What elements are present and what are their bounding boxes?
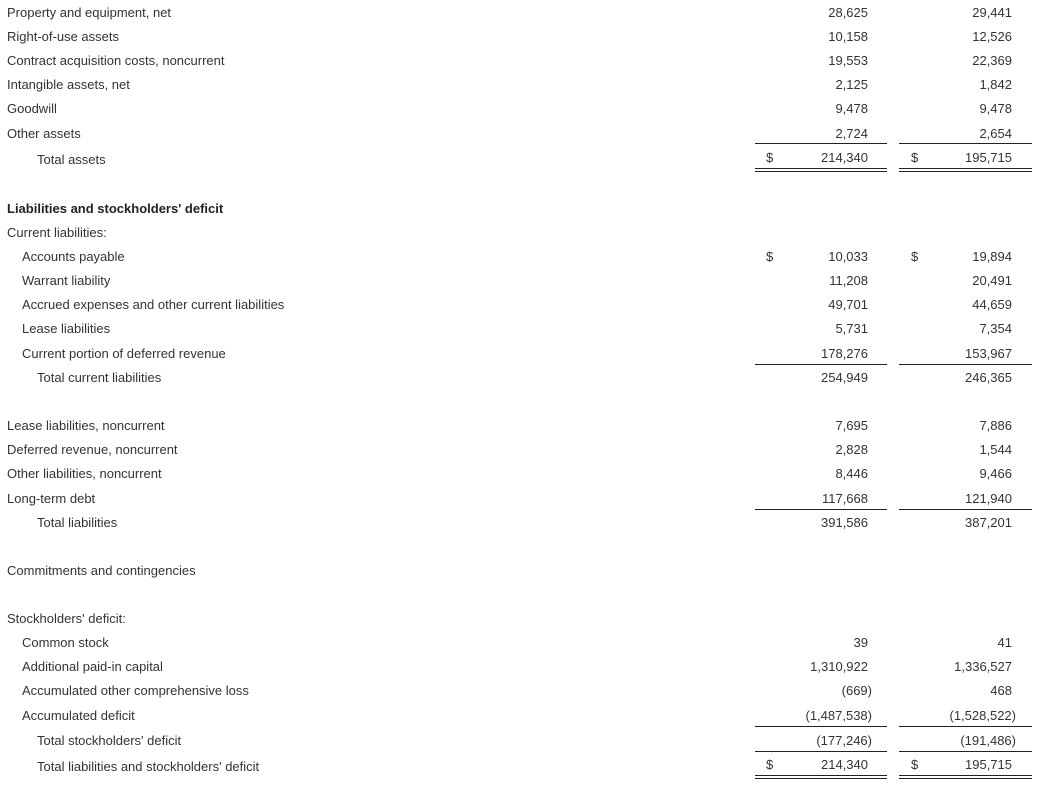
value-prior-year: 22,369 (972, 53, 1012, 68)
value-prior-year: 195,715 (965, 757, 1012, 772)
row-rou-assets (0, 27, 1044, 47)
row-intangible-assets (0, 75, 1044, 95)
value-prior-year: 9,466 (979, 466, 1012, 481)
total-double-rule (755, 775, 887, 779)
row-total-assets (0, 148, 1044, 168)
subtotal-rule (755, 751, 887, 752)
currency-symbol: $ (766, 249, 774, 264)
value-current-year: (669) (841, 683, 872, 698)
value-current-year: 391,586 (821, 515, 868, 530)
row-current-liabilities-heading (0, 223, 1044, 243)
subsection-heading: Current liabilities: (7, 225, 107, 240)
value-current-year: 1,310,922 (810, 659, 868, 674)
value-prior-year: 246,365 (965, 370, 1012, 385)
value-prior-year: 7,354 (979, 321, 1012, 336)
row-label: Long-term debt (7, 491, 96, 506)
subtotal-rule (755, 726, 887, 727)
value-prior-year: 44,659 (972, 297, 1012, 312)
row-label: Total assets (37, 152, 106, 167)
value-prior-year: 387,201 (965, 515, 1012, 530)
row-property-equipment (0, 3, 1044, 23)
value-prior-year: 9,478 (979, 101, 1012, 116)
row-equity-heading (0, 609, 1044, 629)
row-apic (0, 657, 1044, 677)
row-label: Accumulated other comprehensive loss (22, 683, 249, 698)
value-current-year: 254,949 (821, 370, 868, 385)
row-label: Contract acquisition costs, noncurrent (7, 53, 225, 68)
currency-symbol: $ (911, 757, 919, 772)
value-current-year: 178,276 (821, 346, 868, 361)
row-label: Deferred revenue, noncurrent (7, 442, 178, 457)
subsection-heading: Stockholders' deficit: (7, 611, 126, 626)
row-other-liabilities-noncurrent (0, 464, 1044, 484)
row-label: Right-of-use assets (7, 29, 119, 44)
value-current-year: (1,487,538) (805, 708, 872, 723)
row-warrant-liability (0, 271, 1044, 291)
value-current-year: 2,724 (835, 126, 868, 141)
value-current-year: 7,695 (835, 418, 868, 433)
value-prior-year: 1,336,527 (954, 659, 1012, 674)
value-prior-year: 41 (997, 635, 1012, 650)
row-other-assets (0, 124, 1044, 144)
row-label: Commitments and contingencies (7, 563, 196, 578)
subtotal-rule (755, 143, 887, 144)
row-label: Common stock (22, 635, 109, 650)
value-current-year: 11,208 (829, 273, 868, 288)
row-label: Lease liabilities (22, 321, 111, 336)
row-label: Current portion of deferred revenue (22, 346, 226, 361)
row-long-term-debt (0, 489, 1044, 509)
value-current-year: (177,246) (816, 733, 872, 748)
subtotal-rule (899, 143, 1032, 144)
row-aoci (0, 681, 1044, 701)
value-current-year: 214,340 (821, 150, 868, 165)
currency-symbol: $ (766, 150, 774, 165)
value-prior-year: 195,715 (965, 150, 1012, 165)
subtotal-rule (899, 509, 1032, 510)
row-label: Total stockholders' deficit (37, 733, 182, 748)
row-label: Goodwill (7, 101, 57, 116)
row-goodwill (0, 99, 1044, 119)
row-lease-liabilities (0, 319, 1044, 339)
value-prior-year: (191,486) (960, 733, 1016, 748)
row-total-liabilities-and-deficit (0, 755, 1044, 775)
row-label: Accounts payable (22, 249, 125, 264)
row-common-stock (0, 633, 1044, 653)
subtotal-rule (755, 509, 887, 510)
currency-symbol: $ (766, 757, 774, 772)
value-prior-year: (1,528,522) (949, 708, 1016, 723)
value-prior-year: 12,526 (972, 29, 1012, 44)
value-prior-year: 19,894 (972, 249, 1012, 264)
value-current-year: 19,553 (828, 53, 868, 68)
value-prior-year: 121,940 (965, 491, 1012, 506)
value-prior-year: 2,654 (979, 126, 1012, 141)
total-double-rule (899, 168, 1032, 172)
currency-symbol: $ (911, 150, 919, 165)
row-accumulated-deficit (0, 706, 1044, 726)
value-current-year: 117,668 (821, 491, 868, 506)
subtotal-rule (899, 726, 1032, 727)
value-current-year: 2,125 (835, 77, 868, 92)
row-accounts-payable (0, 247, 1044, 267)
row-deferred-revenue-noncurrent (0, 440, 1044, 460)
value-current-year: 9,478 (835, 101, 868, 116)
row-label: Total liabilities (37, 515, 118, 530)
value-prior-year: 153,967 (965, 346, 1012, 361)
subtotal-rule (755, 364, 887, 365)
row-commitments (0, 561, 1044, 581)
row-label: Total current liabilities (37, 370, 162, 385)
row-label: Property and equipment, net (7, 5, 172, 20)
value-current-year: 39 (853, 635, 868, 650)
row-label: Warrant liability (22, 273, 111, 288)
value-prior-year: 29,441 (972, 5, 1012, 20)
row-label: Intangible assets, net (7, 77, 130, 92)
row-label: Additional paid-in capital (22, 659, 163, 674)
row-label: Lease liabilities, noncurrent (7, 418, 165, 433)
subtotal-rule (899, 364, 1032, 365)
row-total-current-liabilities (0, 368, 1044, 388)
row-label: Accumulated deficit (22, 708, 135, 723)
value-prior-year: 468 (990, 683, 1012, 698)
value-current-year: 10,158 (828, 29, 868, 44)
value-current-year: 5,731 (835, 321, 868, 336)
row-total-stockholders-deficit (0, 731, 1044, 751)
value-current-year: 8,446 (835, 466, 868, 481)
row-label: Accrued expenses and other current liabilities (22, 297, 285, 312)
row-liabilities-heading (0, 199, 1044, 219)
value-prior-year: 1,842 (979, 77, 1012, 92)
currency-symbol: $ (911, 249, 919, 264)
value-current-year: 10,033 (828, 249, 868, 264)
row-contract-costs (0, 51, 1044, 71)
total-double-rule (755, 168, 887, 172)
value-current-year: 214,340 (821, 757, 868, 772)
value-current-year: 2,828 (835, 442, 868, 457)
value-prior-year: 1,544 (979, 442, 1012, 457)
row-deferred-revenue-current (0, 344, 1044, 364)
subtotal-rule (899, 751, 1032, 752)
value-current-year: 28,625 (828, 5, 868, 20)
row-label: Other assets (7, 126, 81, 141)
row-lease-noncurrent (0, 416, 1044, 436)
value-prior-year: 7,886 (979, 418, 1012, 433)
value-prior-year: 20,491 (972, 273, 1012, 288)
row-total-liabilities (0, 513, 1044, 533)
row-accrued-expenses (0, 295, 1044, 315)
total-double-rule (899, 775, 1032, 779)
value-current-year: 49,701 (828, 297, 868, 312)
row-label: Total liabilities and stockholders' deficit (37, 759, 260, 774)
section-heading: Liabilities and stockholders' deficit (7, 201, 224, 216)
row-label: Other liabilities, noncurrent (7, 466, 162, 481)
